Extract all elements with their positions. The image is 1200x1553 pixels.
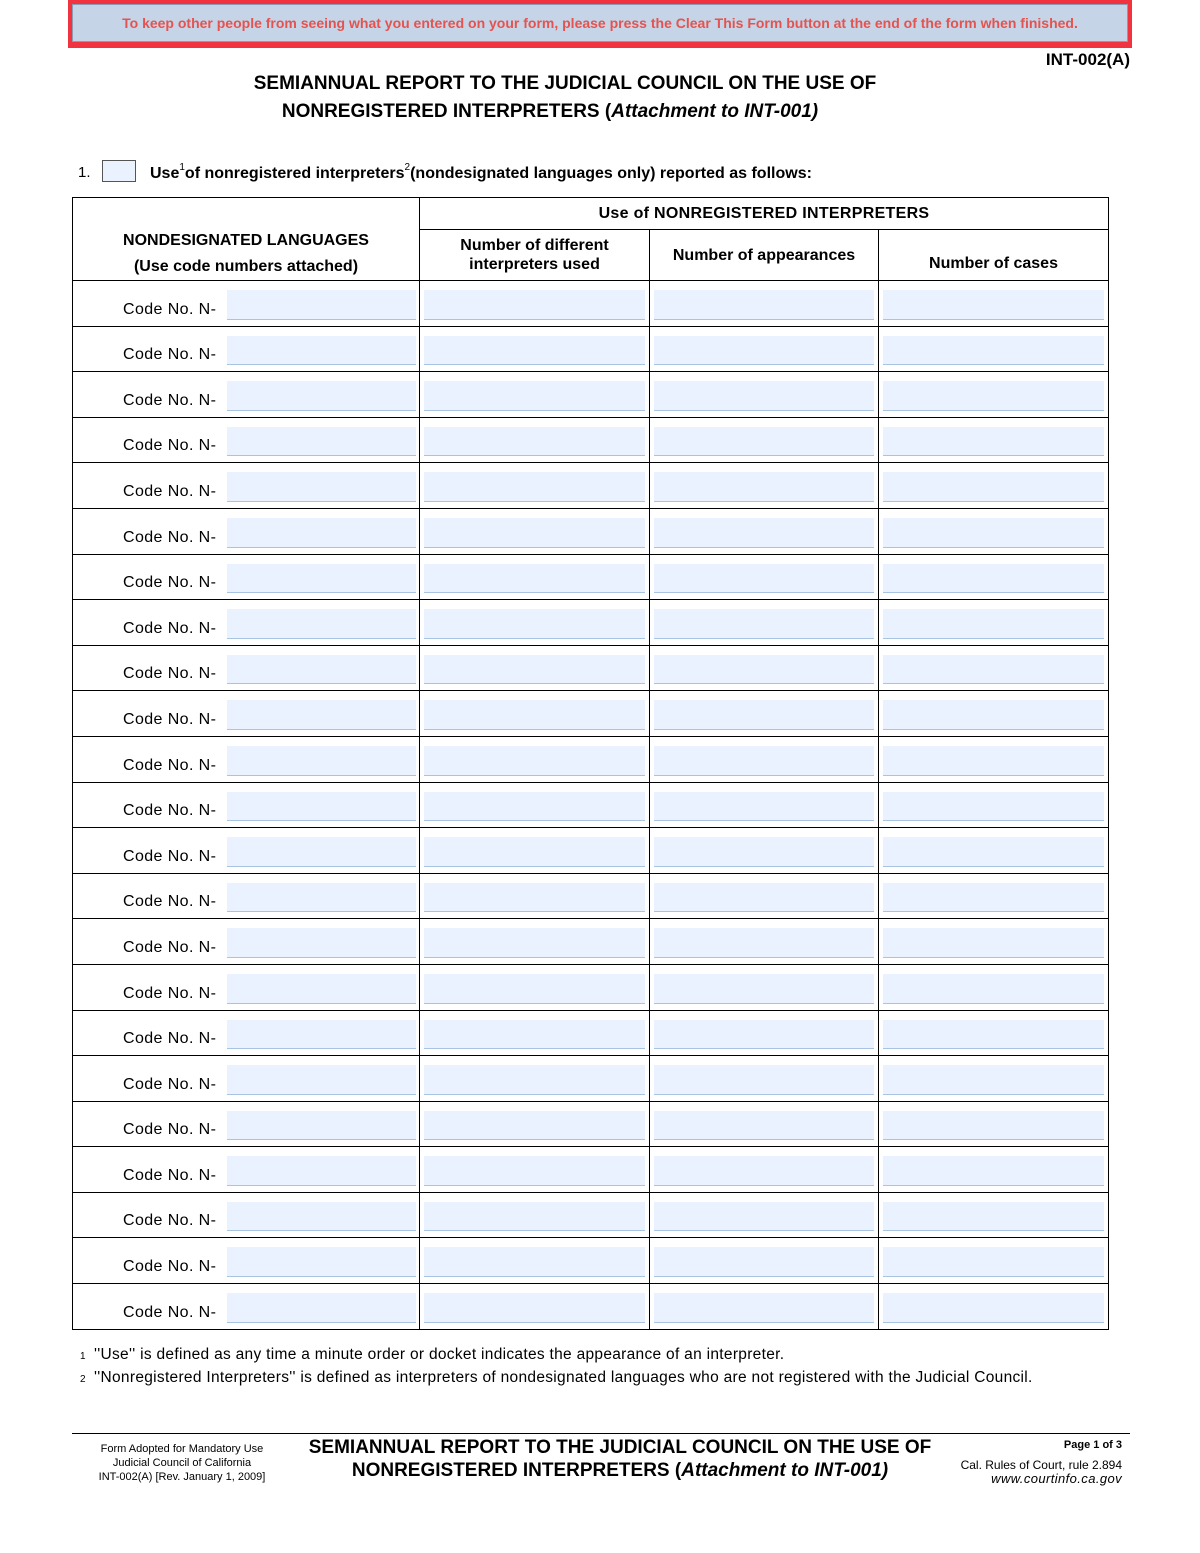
form-title-line1: SEMIANNUAL REPORT TO THE JUDICIAL COUNCIL ON THE USE OF (253, 73, 877, 94)
code-label: Code No. N- (123, 984, 217, 1002)
table-row (73, 873, 1109, 919)
code-label: Code No. N- (123, 346, 217, 364)
interpreters-used-field[interactable] (424, 792, 645, 822)
code-cell (73, 645, 420, 691)
code-label: Code No. N- (123, 619, 217, 637)
footnote-2-mark: 2 (80, 1374, 86, 1385)
value-cell (879, 1056, 1109, 1102)
footer-adoption (72, 1442, 292, 1484)
code-number-field[interactable] (227, 564, 416, 594)
value-cell (879, 1147, 1109, 1193)
code-number-field[interactable] (227, 518, 416, 548)
interpreters-used-field[interactable] (424, 1156, 645, 1186)
footer-title-line2-italic: Attachment to INT-001) (681, 1460, 889, 1481)
item-1-number: 1. (78, 164, 91, 181)
value-cell (650, 1010, 879, 1056)
code-cell (73, 782, 420, 828)
appearances-field[interactable] (654, 1247, 874, 1277)
appearances-field[interactable] (654, 518, 874, 548)
value-cell (650, 417, 879, 463)
cases-field[interactable] (883, 472, 1104, 502)
cases-field[interactable] (883, 1065, 1104, 1095)
interpreters-used-field[interactable] (424, 609, 645, 639)
value-cell (650, 919, 879, 965)
footer-adoption-line2: Judicial Council of California (112, 1457, 252, 1469)
appearances-field[interactable] (654, 1202, 874, 1232)
appearances-field[interactable] (654, 1111, 874, 1141)
cases-field[interactable] (883, 792, 1104, 822)
cases-field[interactable] (883, 518, 1104, 548)
footnote-2-text: ''Nonregistered Interpreters'' is defined as interpreters of nondesignated languages who are not registered with the Judicial Council. (94, 1369, 1033, 1386)
value-cell (879, 873, 1109, 919)
value-cell (420, 326, 650, 372)
table-row (73, 691, 1109, 737)
cases-field[interactable] (883, 700, 1104, 730)
code-cell (73, 1056, 420, 1102)
interpreters-used-field[interactable] (424, 746, 645, 776)
appearances-field[interactable] (654, 1293, 874, 1323)
table-row (73, 1147, 1109, 1193)
table-row (73, 1056, 1109, 1102)
footer-adoption-line1: Form Adopted for Mandatory Use (100, 1443, 264, 1455)
appearances-field[interactable] (654, 700, 874, 730)
value-cell (650, 463, 879, 509)
value-cell (650, 873, 879, 919)
header-cases: Number of cases (879, 230, 1109, 281)
code-number-field[interactable] (227, 655, 416, 685)
appearances-field[interactable] (654, 336, 874, 366)
code-cell (73, 1284, 420, 1330)
code-number-field[interactable] (227, 700, 416, 730)
header-lang-line1: NONDESIGNATED LANGUAGES (123, 232, 369, 249)
table-row (73, 417, 1109, 463)
code-cell (73, 600, 420, 646)
cases-field[interactable] (883, 655, 1104, 685)
code-label: Code No. N- (123, 756, 217, 774)
code-cell (73, 417, 420, 463)
cases-field[interactable] (883, 609, 1104, 639)
value-cell (650, 508, 879, 554)
value-cell (420, 508, 650, 554)
code-number-field[interactable] (227, 1247, 416, 1277)
value-cell (650, 691, 879, 737)
code-label: Code No. N- (123, 1121, 217, 1139)
value-cell (650, 1056, 879, 1102)
appearances-field[interactable] (654, 837, 874, 867)
appearances-field[interactable] (654, 427, 874, 457)
interpreters-used-field[interactable] (424, 427, 645, 457)
value-cell (420, 782, 650, 828)
value-cell (879, 828, 1109, 874)
table-row (73, 645, 1109, 691)
table-row (73, 463, 1109, 509)
value-cell (879, 417, 1109, 463)
code-cell (73, 554, 420, 600)
value-cell (879, 463, 1109, 509)
code-cell (73, 372, 420, 418)
cases-field[interactable] (883, 974, 1104, 1004)
cases-field[interactable] (883, 427, 1104, 457)
appearances-field[interactable] (654, 746, 874, 776)
interpreters-used-field[interactable] (424, 655, 645, 685)
value-cell (650, 600, 879, 646)
value-cell (879, 1010, 1109, 1056)
interpreters-used-field[interactable] (424, 883, 645, 913)
interpreters-used-field[interactable] (424, 974, 645, 1004)
cases-field[interactable] (883, 1247, 1104, 1277)
value-cell (650, 645, 879, 691)
value-cell (650, 1192, 879, 1238)
code-cell (73, 508, 420, 554)
cases-field[interactable] (883, 381, 1104, 411)
code-label: Code No. N- (123, 1166, 217, 1184)
interpreters-used-field[interactable] (424, 381, 645, 411)
value-cell (420, 600, 650, 646)
value-cell (420, 1010, 650, 1056)
table-row (73, 326, 1109, 372)
code-cell (73, 873, 420, 919)
value-cell (879, 919, 1109, 965)
value-cell (879, 508, 1109, 554)
appearances-field[interactable] (654, 883, 874, 913)
value-cell (879, 600, 1109, 646)
value-cell (420, 1101, 650, 1147)
value-cell (420, 691, 650, 737)
appearances-field[interactable] (654, 1020, 874, 1050)
value-cell (420, 463, 650, 509)
website-link[interactable]: www.courtinfo.ca.gov (991, 1471, 1122, 1486)
value-cell (420, 873, 650, 919)
header-lang-line2: (Use code numbers attached) (133, 258, 359, 275)
code-cell (73, 1238, 420, 1284)
value-cell (420, 919, 650, 965)
footnotes (80, 1346, 1140, 1392)
value-cell (650, 1147, 879, 1193)
table-row (73, 1192, 1109, 1238)
appearances-field[interactable] (654, 974, 874, 1004)
code-cell (73, 281, 420, 327)
interpreters-used-field[interactable] (424, 564, 645, 594)
cases-field[interactable] (883, 1293, 1104, 1323)
code-label: Code No. N- (123, 1030, 217, 1048)
code-cell (73, 736, 420, 782)
appearances-field[interactable] (654, 655, 874, 685)
code-number-field[interactable] (227, 1065, 416, 1095)
value-cell (650, 782, 879, 828)
item-1 (78, 158, 1078, 186)
cases-field[interactable] (883, 1111, 1104, 1141)
value-cell (420, 554, 650, 600)
code-number-field[interactable] (227, 1293, 416, 1323)
form-title-line2-text: NONREGISTERED INTERPRETERS ( (281, 101, 612, 122)
footer-info (902, 1438, 1122, 1486)
code-label: Code No. N- (123, 893, 217, 911)
code-label: Code No. N- (123, 482, 217, 500)
footnote-1-text: ''Use'' is defined as any time a minute order or docket indicates the appearance of an interpreter. (94, 1346, 785, 1363)
code-label: Code No. N- (123, 437, 217, 455)
clear-form-notice (68, 0, 1132, 48)
code-number-field[interactable] (227, 290, 416, 320)
code-cell (73, 463, 420, 509)
value-cell (420, 1238, 650, 1284)
interpreters-used-field[interactable] (424, 1020, 645, 1050)
interpreters-used-field[interactable] (424, 1111, 645, 1141)
code-label: Code No. N- (123, 665, 217, 683)
code-cell (73, 1147, 420, 1193)
footer-title (290, 1436, 950, 1482)
code-number-field[interactable] (227, 1020, 416, 1050)
interpreters-used-field[interactable] (424, 837, 645, 867)
code-number-field[interactable] (227, 1202, 416, 1232)
code-number-field[interactable] (227, 1156, 416, 1186)
code-number-field[interactable] (227, 472, 416, 502)
interpreters-used-field[interactable] (424, 1293, 645, 1323)
value-cell (879, 1192, 1109, 1238)
code-label: Code No. N- (123, 391, 217, 409)
value-cell (879, 326, 1109, 372)
interpreters-used-field[interactable] (424, 928, 645, 958)
value-cell (650, 1101, 879, 1147)
cases-field[interactable] (883, 1202, 1104, 1232)
header-nondesignated-languages (73, 198, 420, 281)
footnote-2 (80, 1369, 1140, 1392)
value-cell (650, 736, 879, 782)
interpreters-used-field[interactable] (424, 1247, 645, 1277)
code-label: Code No. N- (123, 938, 217, 956)
table-row (73, 554, 1109, 600)
form-number: INT-002(A) (1045, 50, 1130, 69)
table-row (73, 1238, 1109, 1284)
footer-title-line2 (290, 1459, 950, 1482)
value-cell (879, 554, 1109, 600)
footnote-ref-2: 2 (404, 162, 411, 173)
code-number-field[interactable] (227, 974, 416, 1004)
table-row (73, 508, 1109, 554)
footer-adoption-line3: INT-002(A) [Rev. January 1, 2009] (98, 1471, 266, 1483)
value-cell (879, 1101, 1109, 1147)
interpreters-used-field[interactable] (424, 1065, 645, 1095)
code-cell (73, 1101, 420, 1147)
cases-field[interactable] (883, 746, 1104, 776)
footer-title-line2-text: NONREGISTERED INTERPRETERS ( (351, 1460, 682, 1481)
footer-rule (72, 1433, 1130, 1434)
interpreters-used-field[interactable] (424, 518, 645, 548)
appearances-field[interactable] (654, 1065, 874, 1095)
value-cell (650, 1238, 879, 1284)
table-row (73, 828, 1109, 874)
form-title-line2 (50, 98, 1050, 126)
value-cell (879, 964, 1109, 1010)
value-cell (650, 281, 879, 327)
code-number-field[interactable] (227, 792, 416, 822)
code-cell (73, 828, 420, 874)
item-1-checkbox[interactable] (102, 160, 136, 182)
code-number-field[interactable] (227, 837, 416, 867)
header-interpreters-used-text: Number of different interpreters used (460, 237, 609, 274)
item-1-text-c: (nondesignated languages only) reported as follows: (410, 165, 812, 182)
code-number-field[interactable] (227, 883, 416, 913)
footnote-1 (80, 1346, 1140, 1369)
value-cell (650, 326, 879, 372)
table-row (73, 782, 1109, 828)
code-cell (73, 326, 420, 372)
value-cell (420, 372, 650, 418)
value-cell (650, 1284, 879, 1330)
value-cell (420, 1192, 650, 1238)
table-row (73, 372, 1109, 418)
code-number-field[interactable] (227, 928, 416, 958)
value-cell (879, 1238, 1109, 1284)
interpreters-used-field[interactable] (424, 336, 645, 366)
item-1-text (150, 162, 812, 183)
code-cell (73, 919, 420, 965)
appearances-field[interactable] (654, 381, 874, 411)
value-cell (879, 782, 1109, 828)
code-label: Code No. N- (123, 1212, 217, 1230)
value-cell (879, 281, 1109, 327)
value-cell (650, 828, 879, 874)
value-cell (420, 1147, 650, 1193)
header-use-group: Use of NONREGISTERED INTERPRETERS (420, 198, 1109, 230)
page-number: Page 1 of 3 (1063, 1439, 1122, 1451)
interpreters-used-field[interactable] (424, 700, 645, 730)
value-cell (879, 691, 1109, 737)
code-number-field[interactable] (227, 609, 416, 639)
code-number-field[interactable] (227, 1111, 416, 1141)
value-cell (420, 281, 650, 327)
appearances-field[interactable] (654, 1156, 874, 1186)
interpreters-used-field[interactable] (424, 290, 645, 320)
code-label: Code No. N- (123, 528, 217, 546)
cases-field[interactable] (883, 837, 1104, 867)
value-cell (420, 1056, 650, 1102)
appearances-field[interactable] (654, 290, 874, 320)
code-cell (73, 691, 420, 737)
value-cell (650, 964, 879, 1010)
rule-reference: Cal. Rules of Court, rule 2.894 (960, 1458, 1122, 1472)
code-label: Code No. N- (123, 847, 217, 865)
table-row (73, 1101, 1109, 1147)
code-label: Code No. N- (123, 1075, 217, 1093)
table-row (73, 736, 1109, 782)
table-row (73, 1010, 1109, 1056)
item-1-text-a: Use (150, 165, 180, 182)
value-cell (879, 736, 1109, 782)
value-cell (420, 964, 650, 1010)
code-label: Code No. N- (123, 1258, 217, 1276)
code-cell (73, 1010, 420, 1056)
value-cell (879, 372, 1109, 418)
value-cell (879, 645, 1109, 691)
appearances-field[interactable] (654, 792, 874, 822)
appearances-field[interactable] (654, 564, 874, 594)
appearances-field[interactable] (654, 609, 874, 639)
code-cell (73, 1192, 420, 1238)
footnote-ref-1: 1 (179, 162, 185, 173)
footnote-1-mark: 1 (80, 1351, 86, 1362)
footer-title-line1: SEMIANNUAL REPORT TO THE JUDICIAL COUNCIL ON THE USE OF (308, 1437, 932, 1458)
code-number-field[interactable] (227, 427, 416, 457)
table-row (73, 600, 1109, 646)
cases-field[interactable] (883, 928, 1104, 958)
table-row (73, 964, 1109, 1010)
item-1-text-b: of nonregistered interpreters (184, 165, 405, 182)
cases-field[interactable] (883, 883, 1104, 913)
code-label: Code No. N- (123, 300, 217, 318)
interpreters-used-field[interactable] (424, 1202, 645, 1232)
code-label: Code No. N- (123, 802, 217, 820)
value-cell (420, 417, 650, 463)
code-number-field[interactable] (227, 336, 416, 366)
table-row (73, 281, 1109, 327)
table-row (73, 1284, 1109, 1330)
value-cell (650, 372, 879, 418)
usage-table (72, 197, 1109, 1330)
code-label: Code No. N- (123, 710, 217, 728)
appearances-field[interactable] (654, 928, 874, 958)
header-interpreters-used (420, 230, 650, 281)
value-cell (420, 645, 650, 691)
form-title-line2-italic: Attachment to INT-001) (611, 101, 819, 122)
cases-field[interactable] (883, 1020, 1104, 1050)
cases-field[interactable] (883, 336, 1104, 366)
cases-field[interactable] (883, 1156, 1104, 1186)
code-number-field[interactable] (227, 381, 416, 411)
value-cell (879, 1284, 1109, 1330)
value-cell (420, 736, 650, 782)
code-label: Code No. N- (123, 574, 217, 592)
cases-field[interactable] (883, 564, 1104, 594)
value-cell (420, 1284, 650, 1330)
cases-field[interactable] (883, 290, 1104, 320)
header-appearances: Number of appearances (650, 230, 879, 281)
value-cell (420, 828, 650, 874)
code-number-field[interactable] (227, 746, 416, 776)
clear-form-notice-text: To keep other people from seeing what you entered on your form, please press the Clear This Form button at the end of the form when finished. (72, 4, 1128, 42)
interpreters-used-field[interactable] (424, 472, 645, 502)
appearances-field[interactable] (654, 472, 874, 502)
code-cell (73, 964, 420, 1010)
table-row (73, 919, 1109, 965)
value-cell (650, 554, 879, 600)
form-title (150, 70, 1050, 126)
code-label: Code No. N- (123, 1303, 217, 1321)
